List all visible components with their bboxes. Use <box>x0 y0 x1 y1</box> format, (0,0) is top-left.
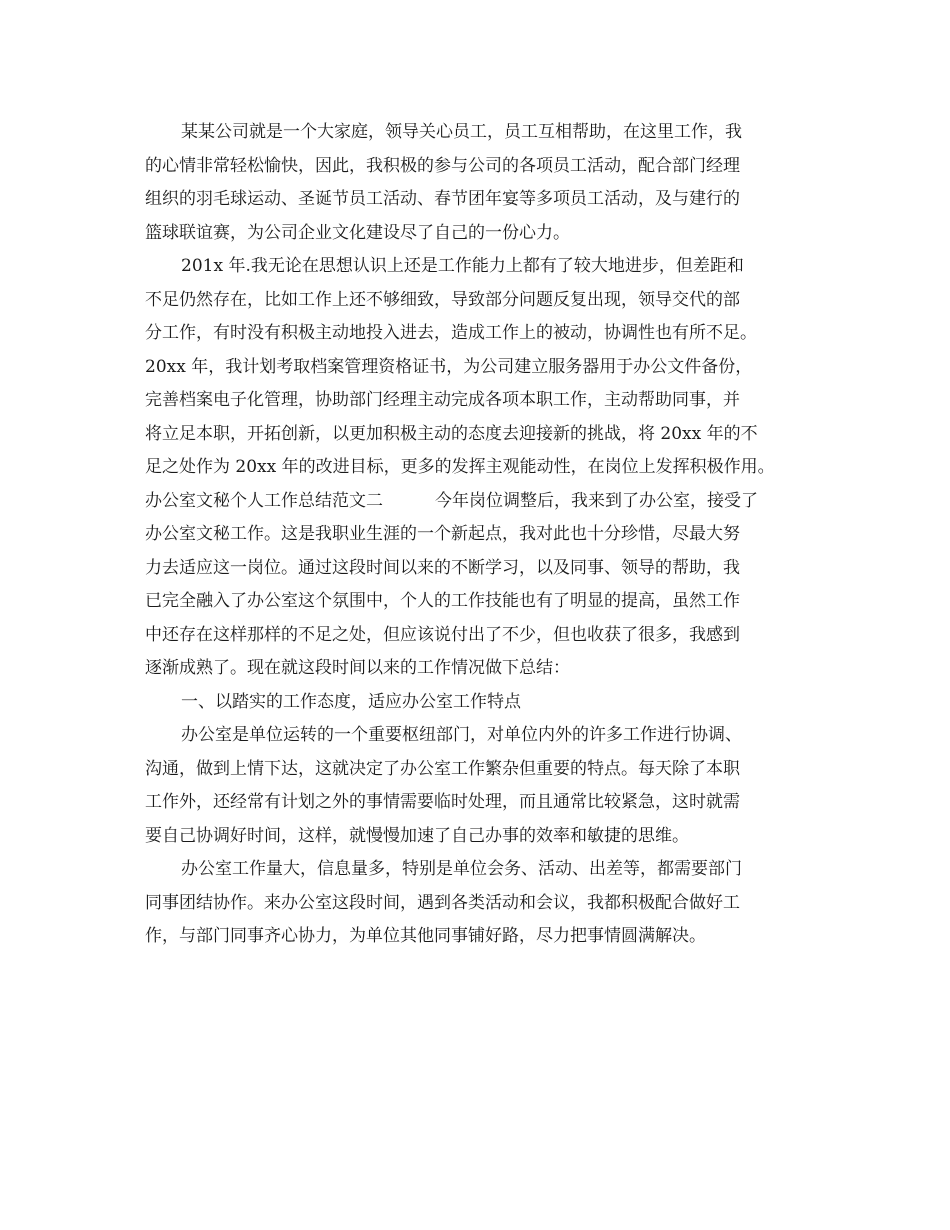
paragraph-line: 完善档案电子化管理，协助部门经理主动完成各项本职工作，主动帮助同事，并 <box>145 390 740 410</box>
paragraph-line: 中还存在这样那样的不足之处，但应该说付出了不少，但也收获了很多，我感到 <box>145 624 740 645</box>
paragraph-line: 足之处作为 20xx 年的改进目标，更多的发挥主观能动性，在岗位上发挥积极作用。 <box>145 457 775 477</box>
paragraph-line: 20xx 年，我计划考取档案管理资格证书，为公司建立服务器用于办公文件备份， <box>145 356 753 377</box>
paragraph-line: 不足仍然存在，比如工作上还不够细致，导致部分问题反复出现，领导交代的部 <box>145 289 740 310</box>
paragraph-line: 篮球联谊赛，为公司企业文化建设尽了自己的一份心力。 <box>145 222 570 243</box>
paragraph-line: 沟通，做到上情下达，这就决定了办公室工作繁杂但重要的特点。每天除了本职 <box>145 758 740 779</box>
paragraph-line: 办公室是单位运转的一个重要枢纽部门，对单位内外的许多工作进行协调、 <box>181 725 742 745</box>
paragraph-line: 力去适应这一岗位。通过这段时间以来的不断学习，以及同事、领导的帮助，我 <box>145 557 740 578</box>
paragraph-line: 201x 年.我无论在思想认识上还是工作能力上都有了较大地进步，但差距和 <box>181 256 744 276</box>
paragraph-line: 将立足本职，开拓创新，以更加积极主动的态度去迎接新的挑战，将 20xx 年的不 <box>145 423 758 444</box>
paragraph-line: 办公室工作量大，信息量多，特别是单位会务、活动、出差等，都需要部门 <box>181 859 742 879</box>
paragraph-line: 的心情非常轻松愉快，因此，我积极的参与公司的各项员工活动，配合部门经理 <box>145 155 740 176</box>
section-title-line <box>145 485 815 519</box>
paragraph-line: 已完全融入了办公室这个氛围中，个人的工作技能也有了明显的提高，虽然工作 <box>145 591 740 611</box>
paragraph-line: 作，与部门同事齐心协力，为单位其他同事铺好路，尽力把事情圆满解决。 <box>145 926 706 946</box>
paragraph-line: 逐渐成熟了。现在就这段时间以来的工作情况做下总结： <box>145 658 570 678</box>
paragraph-line: 同事团结协作。来办公室这段时间，遇到各类活动和会议，我都积极配合做好工 <box>145 892 740 913</box>
paragraph-line: 组织的羽毛球运动、圣诞节员工活动、春节团年宴等多项员工活动，及与建行的 <box>145 189 740 209</box>
section-title: 办公室文秘个人工作总结范文二 <box>145 490 383 511</box>
paragraph-line: 分工作，有时没有积极主动地投入进去，造成工作上的被动，协调性也有所不足。 <box>145 323 757 343</box>
subheading: 一、以踏实的工作态度，适应办公室工作特点 <box>181 691 521 712</box>
document-body <box>145 116 815 954</box>
paragraph-line: 工作外，还经常有计划之外的事情需要临时处理，而且通常比较紧急，这时就需 <box>145 792 740 812</box>
paragraph-line: 办公室文秘工作。这是我职业生涯的一个新起点，我对此也十分珍惜，尽最大努 <box>145 524 740 544</box>
paragraph-text: 今年岗位调整后，我来到了办公室，接受了 <box>435 490 758 511</box>
paragraph-line: 要自己协调好时间，这样，就慢慢加速了自己办事的效率和敏捷的思维。 <box>145 825 689 846</box>
paragraph-line: 某某公司就是一个大家庭，领导关心员工，员工互相帮助，在这里工作，我 <box>181 122 742 142</box>
